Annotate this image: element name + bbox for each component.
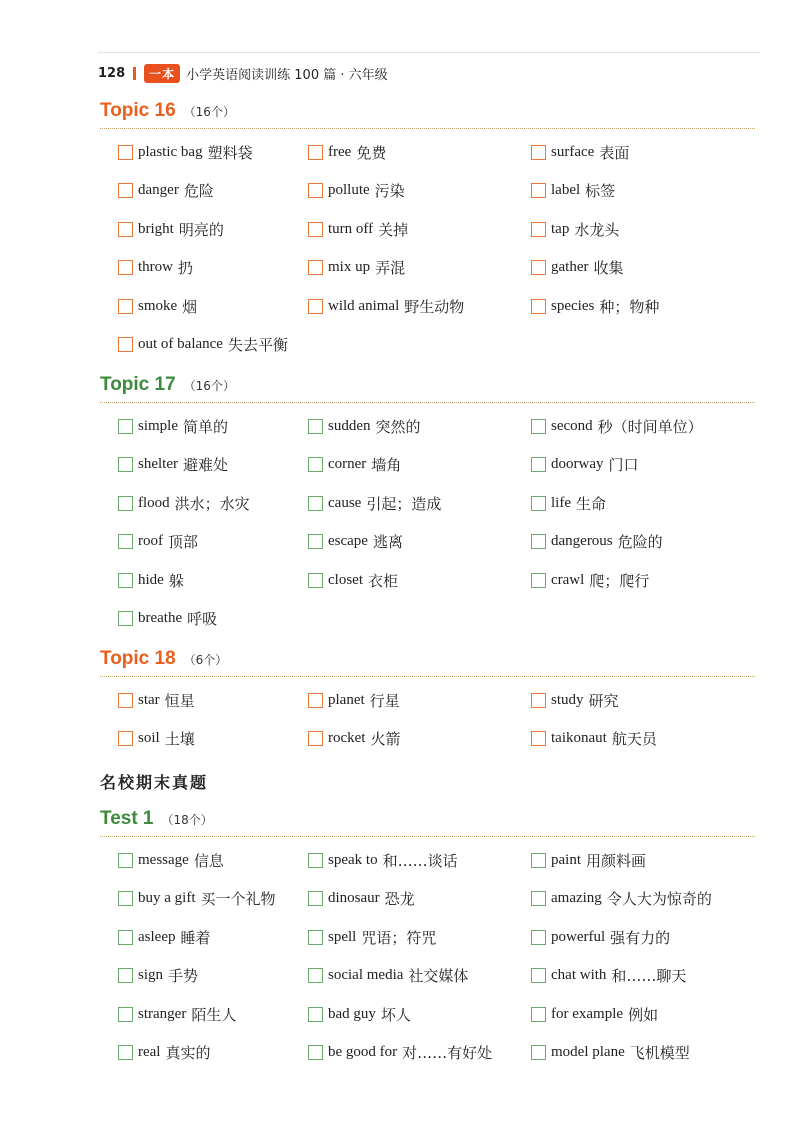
vocab-english: smoke bbox=[138, 297, 178, 314]
vocab-english: life bbox=[551, 494, 571, 511]
vocab-english: speak to bbox=[328, 851, 378, 868]
vocab-chinese: 呼吸 bbox=[187, 610, 218, 628]
vocab-item bbox=[308, 965, 468, 987]
vocab-english: soil bbox=[138, 730, 160, 746]
page-header bbox=[98, 60, 388, 86]
vocab-checkbox[interactable] bbox=[118, 337, 133, 352]
vocab-checkbox[interactable] bbox=[118, 1007, 133, 1022]
vocab-item bbox=[308, 849, 458, 871]
vocab-item bbox=[118, 180, 214, 202]
section-title: Topic 17 bbox=[100, 374, 176, 395]
vocab-item bbox=[118, 689, 195, 711]
vocab-english: mix up bbox=[328, 259, 371, 275]
vocab-item bbox=[118, 608, 217, 630]
vocab-checkbox[interactable] bbox=[531, 222, 546, 237]
vocab-chinese: 研究 bbox=[588, 691, 619, 710]
section-topic-18 bbox=[100, 648, 755, 766]
vocab-chinese: 令人大为惊奇的 bbox=[606, 890, 712, 908]
vocab-english: closet bbox=[328, 571, 363, 588]
vocab-english: wild animal bbox=[328, 297, 400, 314]
vocab-english: buy a gift bbox=[138, 890, 196, 906]
vocab-english: asleep bbox=[138, 928, 176, 945]
section-topic-16 bbox=[100, 100, 755, 372]
vocab-item bbox=[118, 728, 195, 750]
vocab-chinese: 污染 bbox=[374, 182, 405, 200]
vocab-item bbox=[531, 180, 615, 202]
vocab-checkbox[interactable] bbox=[531, 573, 546, 588]
section-header bbox=[100, 648, 755, 677]
vocab-checkbox[interactable] bbox=[118, 457, 133, 472]
vocab-item bbox=[531, 295, 659, 317]
vocab-chinese: 咒语；符咒 bbox=[361, 928, 437, 947]
vocab-checkbox[interactable] bbox=[531, 853, 546, 868]
vocab-item bbox=[118, 415, 228, 437]
vocab-item bbox=[531, 728, 657, 750]
vocab-item bbox=[308, 689, 400, 711]
vocab-english: danger bbox=[138, 182, 179, 198]
vocab-english: planet bbox=[328, 691, 365, 708]
vocab-chinese: 衣柜 bbox=[368, 571, 399, 590]
vocab-english: study bbox=[551, 691, 584, 708]
vocab-chinese: 关掉 bbox=[378, 220, 409, 239]
vocab-checkbox[interactable] bbox=[118, 260, 133, 275]
book-logo: 一本 bbox=[144, 64, 180, 83]
vocab-chinese: 对……有好处 bbox=[402, 1044, 493, 1062]
vocab-item bbox=[531, 141, 629, 163]
vocab-chinese: 和……谈话 bbox=[382, 851, 458, 870]
vocab-checkbox[interactable] bbox=[308, 573, 323, 588]
vocab-item bbox=[118, 1042, 211, 1064]
vocab-checkbox[interactable] bbox=[118, 419, 133, 434]
vocab-checkbox[interactable] bbox=[118, 496, 133, 511]
vocab-item bbox=[118, 965, 198, 987]
vocab-item bbox=[118, 454, 228, 476]
section-title: Test 1 bbox=[100, 808, 154, 829]
vocab-chinese: 陌生人 bbox=[191, 1005, 237, 1024]
section-count: （18个） bbox=[161, 813, 213, 827]
section-count: （16个） bbox=[183, 379, 235, 393]
vocab-english: powerful bbox=[551, 928, 606, 945]
vocab-checkbox[interactable] bbox=[531, 260, 546, 275]
vocab-checkbox[interactable] bbox=[531, 930, 546, 945]
vocab-chinese: 信息 bbox=[193, 851, 224, 870]
vocab-english: be good for bbox=[328, 1044, 398, 1060]
vocab-checkbox[interactable] bbox=[308, 299, 323, 314]
vocab-chinese: 避难处 bbox=[182, 456, 228, 474]
vocab-english: dinosaur bbox=[328, 890, 380, 906]
vocab-english: plastic bag bbox=[138, 143, 203, 160]
vocab-english: taikonaut bbox=[551, 730, 607, 746]
vocab-english: roof bbox=[138, 533, 163, 549]
vocab-item bbox=[531, 218, 619, 240]
vocab-english: free bbox=[328, 143, 352, 160]
vocab-checkbox[interactable] bbox=[308, 1045, 323, 1060]
vocab-english: throw bbox=[138, 259, 173, 275]
vocab-english: star bbox=[138, 691, 160, 708]
vocab-chinese: 塑料袋 bbox=[207, 143, 253, 162]
vocab-checkbox[interactable] bbox=[531, 183, 546, 198]
vocab-english: pollute bbox=[328, 182, 370, 198]
vocab-english: turn off bbox=[328, 220, 374, 237]
vocab-english: paint bbox=[551, 851, 581, 868]
vocab-chinese: 烟 bbox=[182, 297, 198, 316]
vocab-checkbox[interactable] bbox=[118, 611, 133, 626]
vocab-english: sudden bbox=[328, 417, 371, 434]
vocab-checkbox[interactable] bbox=[531, 1045, 546, 1060]
vocab-chinese: 野生动物 bbox=[404, 297, 465, 316]
section-topic-17 bbox=[100, 374, 755, 646]
vocab-item bbox=[308, 531, 403, 553]
vocab-item bbox=[308, 492, 441, 514]
vocab-grid bbox=[100, 415, 755, 646]
vocab-item bbox=[308, 1042, 492, 1064]
vocab-checkbox[interactable] bbox=[308, 1007, 323, 1022]
vocab-chinese: 手势 bbox=[168, 967, 199, 985]
vocab-checkbox[interactable] bbox=[118, 891, 133, 906]
vocab-english: message bbox=[138, 851, 189, 868]
vocab-english: corner bbox=[328, 456, 367, 472]
vocab-english: out of balance bbox=[138, 336, 223, 352]
vocab-chinese: 水龙头 bbox=[574, 220, 620, 239]
vocab-item bbox=[118, 218, 224, 240]
vocab-checkbox[interactable] bbox=[308, 419, 323, 434]
vocab-item bbox=[308, 1003, 411, 1025]
vocab-chinese: 躲 bbox=[168, 571, 184, 590]
vocab-chinese: 真实的 bbox=[165, 1044, 211, 1062]
vocab-checkbox[interactable] bbox=[118, 1045, 133, 1060]
vocab-chinese: 标签 bbox=[585, 182, 616, 200]
vocab-item bbox=[308, 728, 401, 750]
section-title: Topic 18 bbox=[100, 648, 176, 669]
vocab-chinese: 引起；造成 bbox=[366, 494, 442, 513]
vocab-chinese: 免费 bbox=[356, 143, 387, 162]
vocab-checkbox[interactable] bbox=[308, 534, 323, 549]
vocab-chinese: 睡着 bbox=[180, 928, 211, 947]
vocab-english: spell bbox=[328, 928, 357, 945]
vocab-english: for example bbox=[551, 1005, 624, 1022]
vocab-chinese: 行星 bbox=[369, 691, 400, 710]
vocab-chinese: 生命 bbox=[576, 494, 607, 513]
vocab-english: label bbox=[551, 182, 581, 198]
vocab-checkbox[interactable] bbox=[531, 419, 546, 434]
vocab-english: bad guy bbox=[328, 1005, 376, 1022]
vocab-chinese: 失去平衡 bbox=[227, 336, 288, 354]
vocab-checkbox[interactable] bbox=[308, 260, 323, 275]
vocab-english: tap bbox=[551, 220, 570, 237]
vocab-checkbox[interactable] bbox=[118, 183, 133, 198]
section-header bbox=[100, 808, 755, 837]
vocab-checkbox[interactable] bbox=[308, 968, 323, 983]
vocab-checkbox[interactable] bbox=[118, 145, 133, 160]
vocab-chinese: 简单的 bbox=[183, 417, 229, 436]
vocab-english: social media bbox=[328, 967, 404, 983]
vocab-english: stranger bbox=[138, 1005, 187, 1022]
vocab-english: doorway bbox=[551, 456, 604, 472]
vocab-checkbox[interactable] bbox=[118, 693, 133, 708]
vocab-english: simple bbox=[138, 417, 178, 434]
vocab-item bbox=[308, 257, 405, 279]
vocab-item bbox=[308, 888, 415, 910]
vocab-chinese: 明亮的 bbox=[178, 220, 224, 239]
vocab-item bbox=[531, 689, 619, 711]
vocab-item bbox=[531, 531, 663, 553]
vocab-item bbox=[118, 926, 211, 948]
vocab-item bbox=[118, 141, 253, 163]
vocab-english: real bbox=[138, 1044, 161, 1060]
vocab-english: cause bbox=[328, 494, 362, 511]
vocab-chinese: 突然的 bbox=[375, 417, 421, 436]
vocab-item bbox=[308, 454, 401, 476]
vocab-item bbox=[308, 180, 405, 202]
section-test-1 bbox=[100, 808, 755, 1080]
vocab-chinese: 种；物种 bbox=[599, 297, 660, 316]
vocab-checkbox[interactable] bbox=[118, 534, 133, 549]
vocab-english: bright bbox=[138, 220, 174, 237]
exam-heading: 名校期末真题 bbox=[100, 773, 209, 792]
vocab-item bbox=[308, 926, 436, 948]
vocab-item bbox=[308, 569, 398, 591]
vocab-checkbox[interactable] bbox=[531, 534, 546, 549]
vocab-item bbox=[531, 492, 606, 514]
vocab-english: dangerous bbox=[551, 533, 613, 549]
vocab-item bbox=[118, 257, 193, 279]
vocab-checkbox[interactable] bbox=[531, 145, 546, 160]
vocab-english: escape bbox=[328, 533, 368, 549]
vocab-english: second bbox=[551, 417, 593, 434]
vocab-item bbox=[531, 965, 686, 987]
vocab-chinese: 和……聊天 bbox=[611, 967, 687, 985]
vocab-item bbox=[118, 295, 197, 317]
vocab-chinese: 收集 bbox=[593, 259, 624, 277]
vocab-item bbox=[118, 531, 198, 553]
vocab-checkbox[interactable] bbox=[308, 457, 323, 472]
page-number: 128 bbox=[98, 65, 126, 81]
vocab-chinese: 墙角 bbox=[371, 456, 402, 474]
vocab-english: surface bbox=[551, 143, 595, 160]
section-count: （6个） bbox=[183, 653, 228, 667]
vocab-checkbox[interactable] bbox=[531, 968, 546, 983]
vocab-item bbox=[118, 569, 184, 591]
vocab-item bbox=[118, 1003, 236, 1025]
vocab-item bbox=[308, 295, 464, 317]
vocab-chinese: 飞机模型 bbox=[629, 1044, 690, 1062]
vocab-grid bbox=[100, 141, 755, 372]
vocab-item bbox=[531, 1042, 690, 1064]
header-bar bbox=[133, 67, 136, 80]
vocab-chinese: 洪水；水灾 bbox=[174, 494, 250, 513]
vocab-chinese: 恒星 bbox=[164, 691, 195, 710]
vocab-chinese: 门口 bbox=[608, 456, 639, 474]
vocab-checkbox[interactable] bbox=[531, 891, 546, 906]
vocab-checkbox[interactable] bbox=[531, 496, 546, 511]
vocab-item bbox=[531, 569, 649, 591]
vocab-chinese: 秒（时间单位） bbox=[597, 417, 703, 436]
vocab-checkbox[interactable] bbox=[118, 222, 133, 237]
vocab-chinese: 表面 bbox=[599, 143, 630, 162]
vocab-grid bbox=[100, 849, 755, 1080]
vocab-item bbox=[308, 218, 408, 240]
vocab-checkbox[interactable] bbox=[308, 183, 323, 198]
header-divider bbox=[98, 52, 760, 53]
vocab-checkbox[interactable] bbox=[118, 968, 133, 983]
vocab-checkbox[interactable] bbox=[308, 731, 323, 746]
vocab-chinese: 例如 bbox=[628, 1005, 659, 1024]
vocab-item bbox=[308, 415, 421, 437]
vocab-item bbox=[118, 849, 224, 871]
vocab-item bbox=[531, 415, 703, 437]
vocab-chinese: 强有力的 bbox=[610, 928, 671, 947]
vocab-chinese: 社交媒体 bbox=[408, 967, 469, 985]
vocab-item bbox=[531, 1003, 658, 1025]
vocab-checkbox[interactable] bbox=[308, 222, 323, 237]
vocab-checkbox[interactable] bbox=[118, 731, 133, 746]
vocab-item bbox=[531, 888, 712, 910]
vocab-chinese: 恐龙 bbox=[384, 890, 415, 908]
vocab-chinese: 买一个礼物 bbox=[200, 890, 276, 908]
vocab-item bbox=[531, 454, 639, 476]
vocab-english: gather bbox=[551, 259, 589, 275]
vocab-checkbox[interactable] bbox=[308, 853, 323, 868]
vocab-english: hide bbox=[138, 571, 164, 588]
vocab-chinese: 逃离 bbox=[372, 533, 403, 551]
vocab-english: sign bbox=[138, 967, 164, 983]
vocab-checkbox[interactable] bbox=[118, 299, 133, 314]
vocab-grid bbox=[100, 689, 755, 766]
vocab-chinese: 弄混 bbox=[375, 259, 406, 277]
vocab-chinese: 土壤 bbox=[164, 730, 195, 748]
vocab-english: rocket bbox=[328, 730, 366, 746]
vocab-item bbox=[531, 926, 670, 948]
vocab-english: crawl bbox=[551, 571, 585, 588]
vocab-english: amazing bbox=[551, 890, 602, 906]
vocab-item bbox=[531, 257, 624, 279]
book-title: 小学英语阅读训练 100 篇 · 六年级 bbox=[186, 67, 388, 83]
section-header bbox=[100, 374, 755, 403]
vocab-checkbox[interactable] bbox=[118, 853, 133, 868]
vocab-english: species bbox=[551, 297, 595, 314]
vocab-checkbox[interactable] bbox=[308, 145, 323, 160]
vocab-item bbox=[118, 888, 276, 910]
vocab-checkbox[interactable] bbox=[308, 930, 323, 945]
vocab-chinese: 坏人 bbox=[380, 1005, 411, 1024]
vocab-chinese: 扔 bbox=[178, 259, 194, 277]
vocab-chinese: 火箭 bbox=[370, 730, 401, 748]
vocab-item bbox=[118, 334, 288, 356]
vocab-chinese: 顶部 bbox=[168, 533, 199, 551]
vocab-chinese: 用颜料画 bbox=[586, 851, 647, 870]
vocab-english: breathe bbox=[138, 610, 183, 626]
vocab-checkbox[interactable] bbox=[531, 731, 546, 746]
vocab-item bbox=[118, 492, 250, 514]
vocab-english: flood bbox=[138, 494, 170, 511]
vocab-english: model plane bbox=[551, 1044, 625, 1060]
section-count: （16个） bbox=[183, 105, 235, 119]
vocab-checkbox[interactable] bbox=[531, 457, 546, 472]
vocab-checkbox[interactable] bbox=[308, 891, 323, 906]
vocab-item bbox=[308, 141, 386, 163]
vocab-checkbox[interactable] bbox=[531, 693, 546, 708]
vocab-chinese: 危险的 bbox=[617, 533, 663, 551]
section-title: Topic 16 bbox=[100, 100, 176, 121]
vocab-checkbox[interactable] bbox=[308, 496, 323, 511]
vocab-checkbox[interactable] bbox=[118, 573, 133, 588]
section-header bbox=[100, 100, 755, 129]
vocab-chinese: 航天员 bbox=[611, 730, 657, 748]
vocab-checkbox[interactable] bbox=[118, 930, 133, 945]
vocab-checkbox[interactable] bbox=[531, 1007, 546, 1022]
vocab-checkbox[interactable] bbox=[531, 299, 546, 314]
vocab-english: chat with bbox=[551, 967, 607, 983]
vocab-checkbox[interactable] bbox=[308, 693, 323, 708]
vocab-english: shelter bbox=[138, 456, 178, 472]
vocab-chinese: 危险 bbox=[183, 182, 214, 200]
vocab-chinese: 爬；爬行 bbox=[589, 571, 650, 590]
vocab-item bbox=[531, 849, 646, 871]
